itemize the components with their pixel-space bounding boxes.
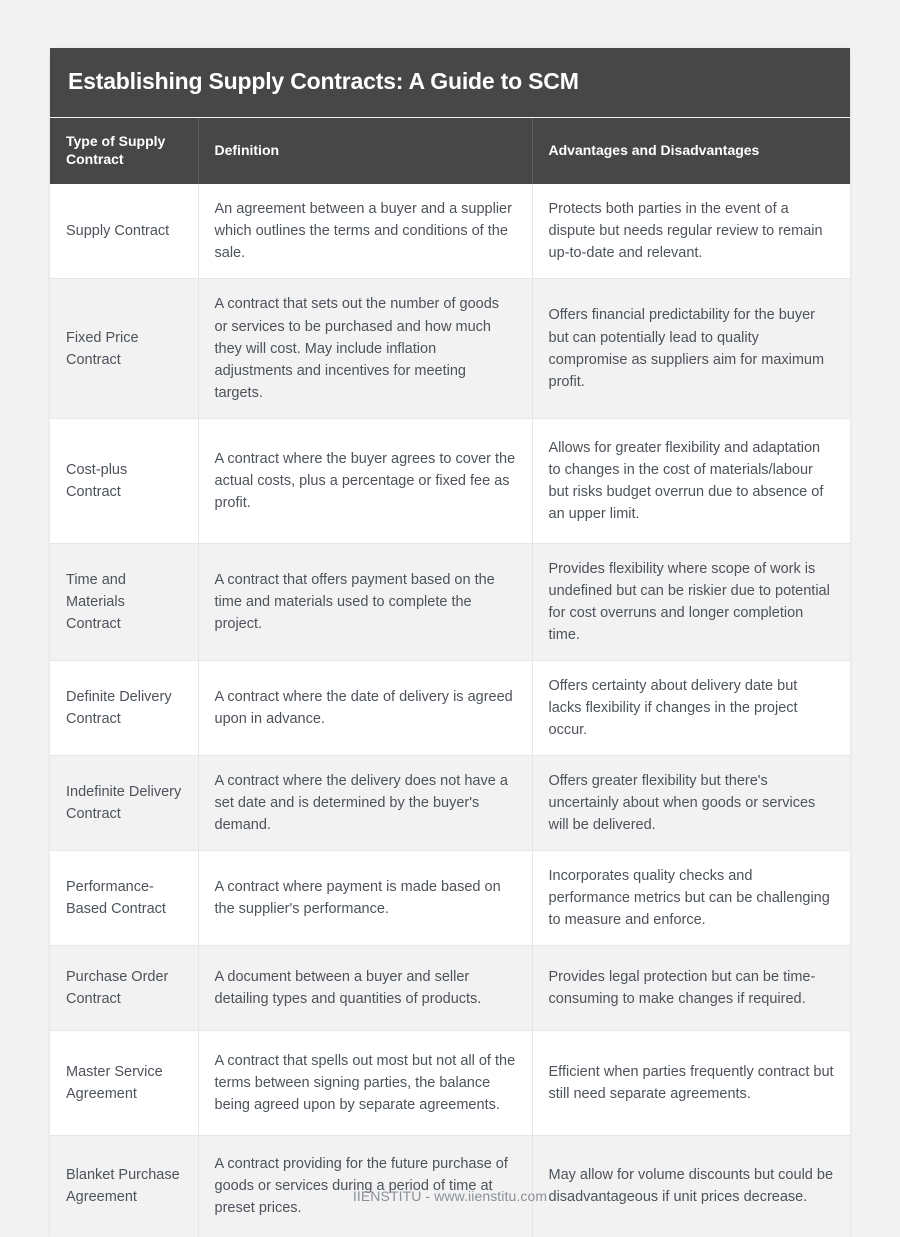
cell-type: Time and Materials Contract [50,543,198,660]
cell-definition: A document between a buyer and seller detailing types and quantities of products. [198,946,532,1031]
cell-type: Indefinite Delivery Contract [50,755,198,850]
cell-definition: A contract where the buyer agrees to cover the actual costs, plus a percentage or fixed fee as profit. [198,418,532,543]
table-body [50,184,850,1236]
column-header-advantages: Advantages and Disadvantages [532,118,850,185]
table-row [50,279,850,418]
cell-type: Purchase Order Contract [50,946,198,1031]
table-row [50,850,850,945]
cell-advantages: Offers financial predictability for the buyer but can potentially lead to quality compromise as suppliers aim for maximum profit. [532,279,850,418]
cell-advantages: Offers greater flexibility but there's uncertainly about when goods or services will be delivered. [532,755,850,850]
cell-type: Cost-plus Contract [50,418,198,543]
table-row [50,755,850,850]
table-row [50,418,850,543]
table-row [50,660,850,755]
cell-advantages: Allows for greater flexibility and adaptation to changes in the cost of materials/labour but risks budget overrun due to absence of an upper limit. [532,418,850,543]
cell-definition: An agreement between a buyer and a supplier which outlines the terms and conditions of the sale. [198,184,532,279]
table-row [50,1031,850,1136]
cell-definition: A contract that offers payment based on the time and materials used to complete the project. [198,543,532,660]
cell-definition: A contract that sets out the number of goods or services to be purchased and how much they will cost. May include inflation adjustments and incentives for meeting targets. [198,279,532,418]
table-row [50,543,850,660]
cell-advantages: Offers certainty about delivery date but lacks flexibility if changes in the project occur. [532,660,850,755]
contracts-table-card [50,48,850,1237]
table-row [50,184,850,279]
cell-type: Fixed Price Contract [50,279,198,418]
cell-advantages: Protects both parties in the event of a dispute but needs regular review to remain up-to-date and relevant. [548,201,823,262]
cell-type: Master Service Agreement [50,1031,198,1136]
cell-type: Definite Delivery Contract [50,660,198,755]
table-header-row [50,118,850,185]
cell-definition: A contract providing for the future purchase of goods or services during a period of time at preset prices. [198,1136,532,1237]
cell-definition: A contract where payment is made based on the supplier's performance. [198,850,532,945]
table-header [50,118,850,185]
page-title: Establishing Supply Contracts: A Guide to SCM [50,48,850,118]
cell-advantages: May allow for volume discounts but could be disadvantageous if unit prices decrease. [532,1136,850,1237]
cell-type: Supply Contract [50,184,198,279]
cell-advantages: Provides legal protection but can be time-consuming to make changes if required. [532,946,850,1031]
cell-advantages: Provides flexibility where scope of work is undefined but can be riskier due to potential for cost overruns and longer completion time. [532,543,850,660]
cell-definition: A contract where the date of delivery is agreed upon in advance. [198,660,532,755]
cell-type: Blanket Purchase Agreement [50,1136,198,1237]
cell-type: Performance-Based Contract [50,850,198,945]
cell-definition: A contract where the delivery does not have a set date and is determined by the buyer's demand. [198,755,532,850]
table-row [50,1136,850,1237]
cell-definition: A contract that spells out most but not all of the terms between signing parties, the balance being agreed upon by separate agreements. [198,1031,532,1136]
column-header-definition: Definition [198,118,532,185]
column-header-type: Type of Supply Contract [50,118,198,185]
cell-advantages: Incorporates quality checks and performance metrics but can be challenging to measure and enforce. [532,850,850,945]
cell-advantages: Efficient when parties frequently contract but still need separate agreements. [532,1031,850,1136]
table-row [50,946,850,1031]
supply-contracts-table [50,118,850,1237]
footer-credit: IIENSTITU - www.iienstitu.com [352,1188,548,1204]
